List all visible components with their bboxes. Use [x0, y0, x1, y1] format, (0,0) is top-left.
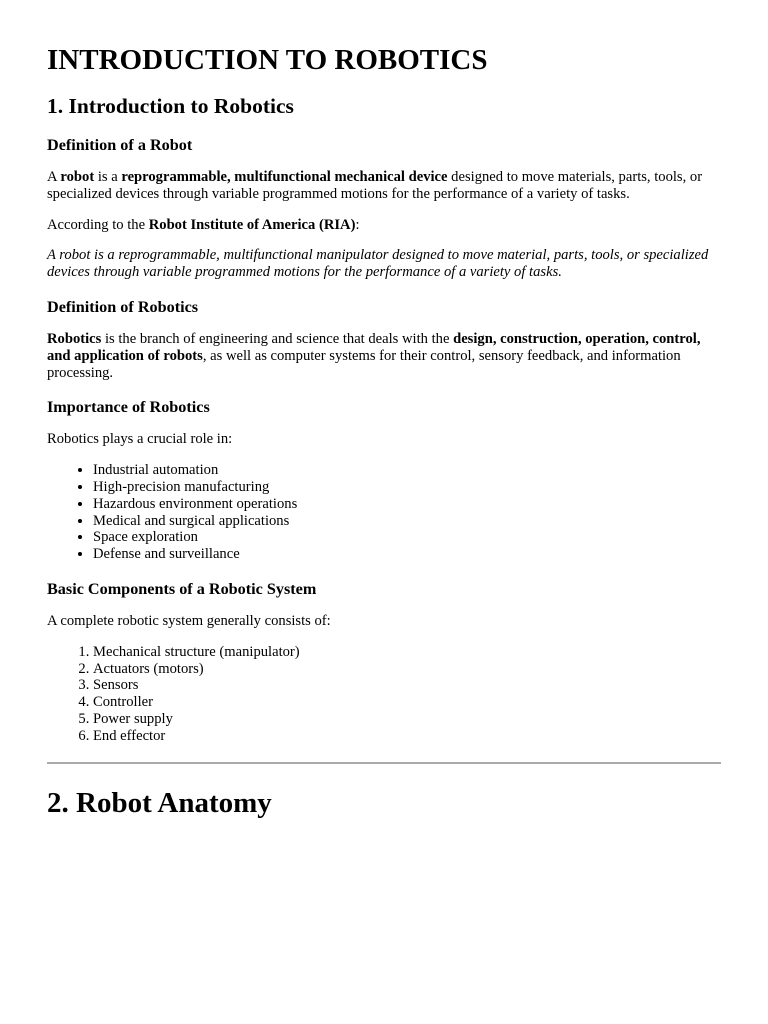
list-item: 6. End effector — [93, 728, 721, 745]
bold-term-ria: Robot Institute of America (RIA) — [148, 216, 356, 233]
subheading-components: Basic Components of a Robotic System — [47, 579, 317, 598]
importance-list — [47, 462, 721, 563]
text-fragment: is the branch of engineering and science that deals with the — [101, 330, 454, 347]
section-divider — [47, 762, 721, 764]
bold-term-robot: robot — [60, 169, 95, 185]
list-item: 5. Power supply — [93, 711, 721, 728]
bold-term-scope: design, construction, operation, control, and application of robots — [47, 330, 701, 364]
text-fragment: : — [355, 216, 360, 233]
list-item: • Medical and surgical applications — [93, 513, 721, 530]
bold-term-robotics: Robotics — [47, 330, 102, 347]
bold-term-device: reprogrammable, multifunctional mechanical device — [121, 169, 448, 185]
text-fragment: According to the — [47, 216, 149, 233]
document-title: INTRODUCTION TO ROBOTICS — [47, 44, 488, 76]
section-heading-robot-anatomy: 2. Robot Anatomy — [47, 786, 272, 819]
text-fragment: A — [47, 169, 61, 185]
list-item: • Space exploration — [93, 529, 721, 546]
ria-definition-quote: A robot is a reprogrammable, multifunctional manipulator designed to move material, parts, tools, or specialized devices through variable programmed motions for the performance of a variety of tasks. — [47, 247, 709, 281]
list-item: 2. Actuators (motors) — [93, 661, 721, 678]
list-item: • Defense and surveillance — [93, 546, 721, 563]
list-item: 1. Mechanical structure (manipulator) — [93, 644, 721, 661]
paragraph-importance-intro: Robotics plays a crucial role in: — [47, 431, 233, 448]
text-fragment: , as well as computer systems for their control, sensory feedback, and information processing. — [47, 347, 681, 381]
subheading-definition-robotics: Definition of Robotics — [47, 297, 199, 316]
paragraph-ria-intro — [47, 217, 721, 234]
paragraph-components-intro: A complete robotic system generally consists of: — [47, 612, 331, 629]
list-item: • Industrial automation — [93, 462, 721, 479]
components-list — [47, 644, 721, 745]
subheading-definition-robot: Definition of a Robot — [47, 136, 193, 154]
section-heading-introduction: 1. Introduction to Robotics — [47, 94, 294, 118]
list-item: • High-precision manufacturing — [93, 479, 721, 496]
list-item: • Hazardous environment operations — [93, 496, 721, 513]
list-item: 3. Sensors — [93, 677, 721, 694]
list-item: 4. Controller — [93, 694, 721, 711]
text-fragment: is a — [94, 169, 122, 185]
text-fragment: designed to move materials, parts, tools, or specialized devices through variable programmed motions for the performance of a variety of tasks. — [47, 169, 703, 202]
paragraph-robotics-definition — [47, 331, 721, 381]
paragraph-robot-definition — [47, 169, 721, 203]
subheading-importance: Importance of Robotics — [47, 398, 210, 417]
